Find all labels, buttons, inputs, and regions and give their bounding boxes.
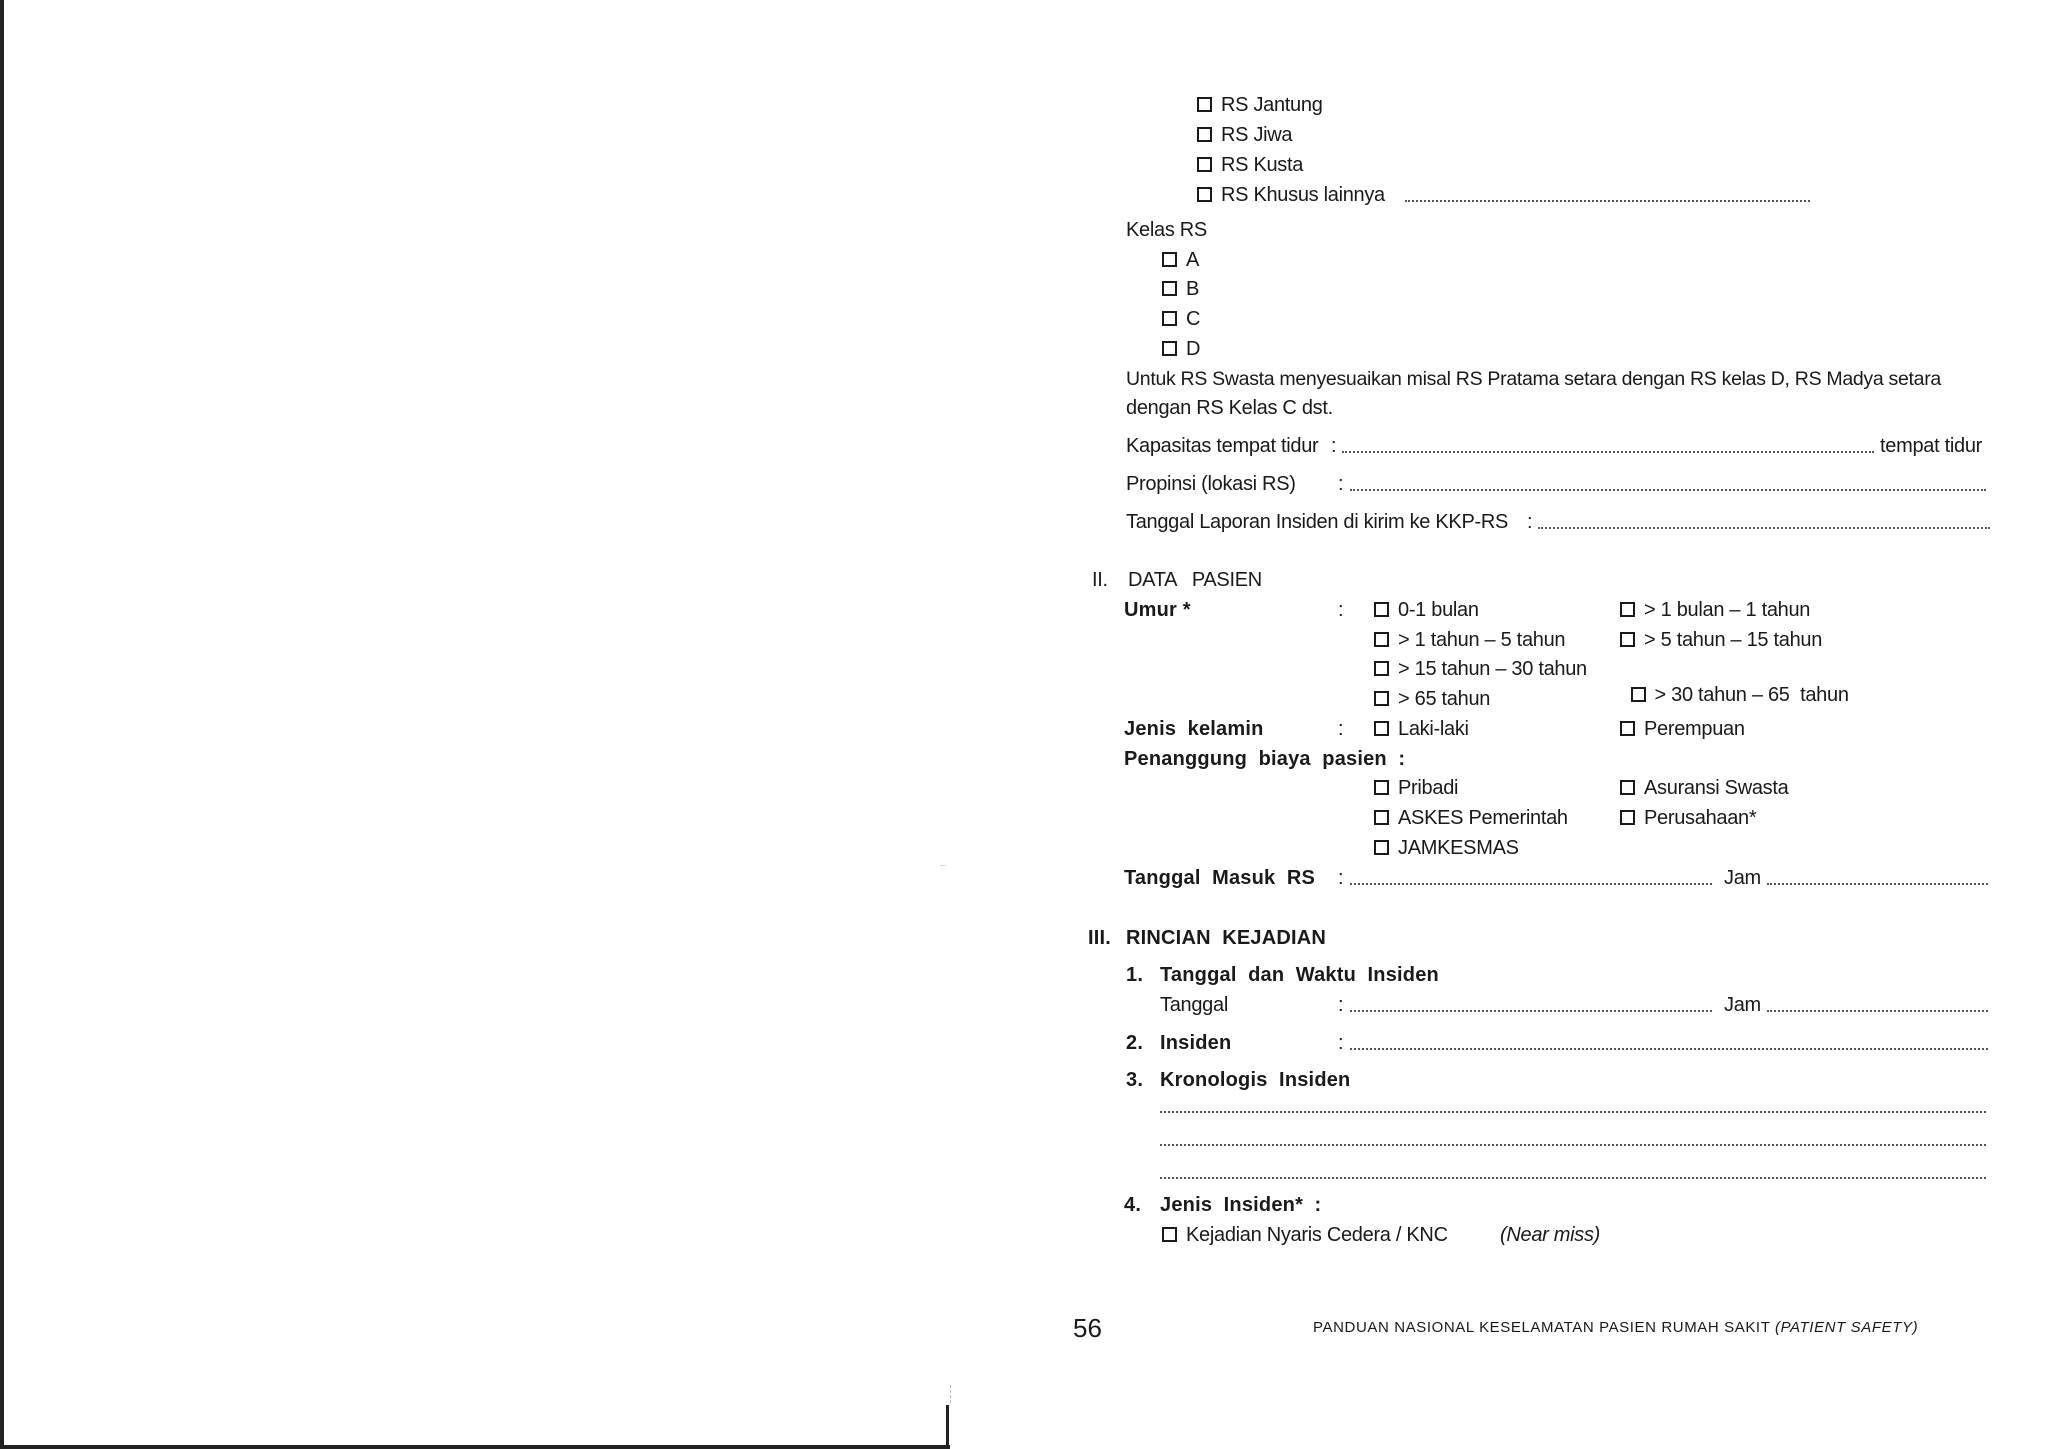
propinsi-field[interactable] [1350,489,1986,491]
option-kelas-a[interactable]: A [1162,247,1199,273]
insiden-field[interactable] [1350,1048,1988,1050]
checkbox-icon[interactable] [1374,602,1389,617]
option-kelas-b[interactable]: B [1162,276,1199,302]
option-laki-laki[interactable]: Laki-laki [1374,716,1469,742]
option-jamkesmas[interactable]: JAMKESMAS [1374,835,1519,861]
item-number: 1. [1126,964,1144,986]
option-pribadi[interactable]: Pribadi [1374,775,1458,801]
section-number: II. [1092,569,1108,591]
option-kejadian-nyaris-cedera[interactable]: Kejadian Nyaris Cedera / KNC [1162,1222,1448,1248]
item-number: 2. [1126,1032,1144,1054]
checkbox-icon[interactable] [1620,810,1635,825]
option-umur-1-5-tahun[interactable]: > 1 tahun – 5 tahun [1374,627,1565,653]
checkbox-icon[interactable] [1162,341,1177,356]
colon: : [1338,473,1344,495]
checkbox-icon[interactable] [1197,157,1212,172]
option-rs-jantung[interactable]: RS Jantung [1197,92,1323,118]
checkbox-icon[interactable] [1620,602,1635,617]
jam-insiden-field[interactable] [1767,1010,1988,1012]
tanggal-laporan-field[interactable] [1538,527,1990,529]
checkbox-icon[interactable] [1162,311,1177,326]
kelas-rs-label: Kelas RS [1126,219,1207,241]
checkbox-icon[interactable] [1620,780,1635,795]
colon: : [1338,718,1344,740]
option-umur-30-65-tahun[interactable]: > 30 tahun – 65 tahun [1620,656,1849,708]
checkbox-icon[interactable] [1374,691,1389,706]
checkbox-icon[interactable] [1374,661,1389,676]
option-kelas-c[interactable]: C [1162,306,1200,332]
checkbox-icon[interactable] [1197,97,1212,112]
checkbox-icon[interactable] [1374,810,1389,825]
kelas-note-line1: Untuk RS Swasta menyesuaikan misal RS Pratama setara dengan RS kelas D, RS Madya setara [1126,368,1941,390]
rs-khusus-lainnya-field[interactable] [1405,200,1810,202]
near-miss-note: (Near miss) [1500,1224,1601,1246]
footer-title-italic: (PATIENT SAFETY) [1774,1319,1919,1336]
colon: : [1338,867,1344,889]
scan-mark [940,865,946,866]
page-border-left [0,0,4,1449]
checkbox-icon[interactable] [1197,127,1212,142]
item-title-insiden: Insiden [1160,1032,1232,1054]
checkbox-icon[interactable] [1631,687,1646,702]
colon: : [1338,994,1344,1016]
option-rs-khusus-lainnya[interactable]: RS Khusus lainnya [1197,182,1385,208]
checkbox-icon[interactable] [1162,281,1177,296]
colon: : [1331,435,1337,457]
tanggal-masuk-field[interactable] [1350,883,1712,885]
colon: : [1527,511,1533,533]
kapasitas-suffix: tempat tidur [1880,435,1983,457]
colon: : [1338,1032,1344,1054]
section-heading-data-pasien: DATA PASIEN [1128,569,1262,591]
item-number: 3. [1126,1069,1144,1091]
checkbox-icon[interactable] [1197,187,1212,202]
kapasitas-label: Kapasitas tempat tidur [1126,435,1319,457]
item-title-kronologis: Kronologis Insiden [1160,1069,1351,1091]
checkbox-icon[interactable] [1162,1227,1177,1242]
footer-title [1313,1318,1918,1338]
checkbox-icon[interactable] [1374,632,1389,647]
option-umur-5-15-tahun[interactable]: > 5 tahun – 15 tahun [1620,627,1822,653]
item-number: 4. [1124,1194,1142,1216]
section-heading-rincian-kejadian: RINCIAN KEJADIAN [1126,927,1327,949]
checkbox-icon[interactable] [1620,632,1635,647]
section-number: III. [1088,927,1112,949]
propinsi-label: Propinsi (lokasi RS) [1126,473,1296,495]
jam-label: Jam [1724,994,1761,1016]
umur-label: Umur * [1124,599,1191,621]
option-umur-1-bulan-1-tahun[interactable]: > 1 bulan – 1 tahun [1620,597,1810,623]
tanggal-laporan-label: Tanggal Laporan Insiden di kirim ke KKP-RS [1126,511,1509,533]
jenis-kelamin-label: Jenis kelamin [1124,718,1264,740]
kronologis-field-line[interactable] [1160,1177,1986,1179]
item-title-tanggal-waktu: Tanggal dan Waktu Insiden [1160,964,1439,986]
option-umur-15-30-tahun[interactable]: > 15 tahun – 30 tahun [1374,656,1587,682]
option-perusahaan[interactable]: Perusahaan* [1620,805,1756,831]
tanggal-insiden-label: Tanggal [1160,994,1228,1016]
colon: : [1338,599,1344,621]
checkbox-icon[interactable] [1162,252,1177,267]
checkbox-icon[interactable] [1620,721,1635,736]
footer-title-text: PANDUAN NASIONAL KESELAMATAN PASIEN RUMAH SAKIT [1313,1319,1771,1336]
page-number: 56 [1073,1313,1102,1343]
kapasitas-field[interactable] [1342,451,1874,453]
tanggal-masuk-label: Tanggal Masuk RS [1124,867,1316,889]
kelas-note-line2: dengan RS Kelas C dst. [1126,397,1333,419]
page-border-corner [946,1405,949,1449]
checkbox-icon[interactable] [1374,721,1389,736]
option-perempuan[interactable]: Perempuan [1620,716,1745,742]
item-title-jenis-insiden: Jenis Insiden* : [1160,1194,1322,1216]
checkbox-icon[interactable] [1374,780,1389,795]
option-kelas-d[interactable]: D [1162,336,1200,362]
fold-mark [950,1385,952,1403]
jam-label: Jam [1724,867,1761,889]
option-rs-kusta[interactable]: RS Kusta [1197,152,1303,178]
kronologis-field-line[interactable] [1160,1144,1986,1146]
option-umur-0-1-bulan[interactable]: 0-1 bulan [1374,597,1479,623]
option-rs-jiwa[interactable]: RS Jiwa [1197,122,1292,148]
kronologis-field-line[interactable] [1160,1111,1986,1113]
penanggung-biaya-label: Penanggung biaya pasien : [1124,748,1406,770]
jam-masuk-field[interactable] [1767,883,1988,885]
tanggal-insiden-field[interactable] [1350,1010,1712,1012]
page-border-bottom [0,1445,950,1449]
checkbox-icon[interactable] [1374,840,1389,855]
option-askes-pemerintah[interactable]: ASKES Pemerintah [1374,805,1568,831]
option-umur-65-tahun[interactable]: > 65 tahun [1374,686,1490,712]
option-asuransi-swasta[interactable]: Asuransi Swasta [1620,775,1788,801]
